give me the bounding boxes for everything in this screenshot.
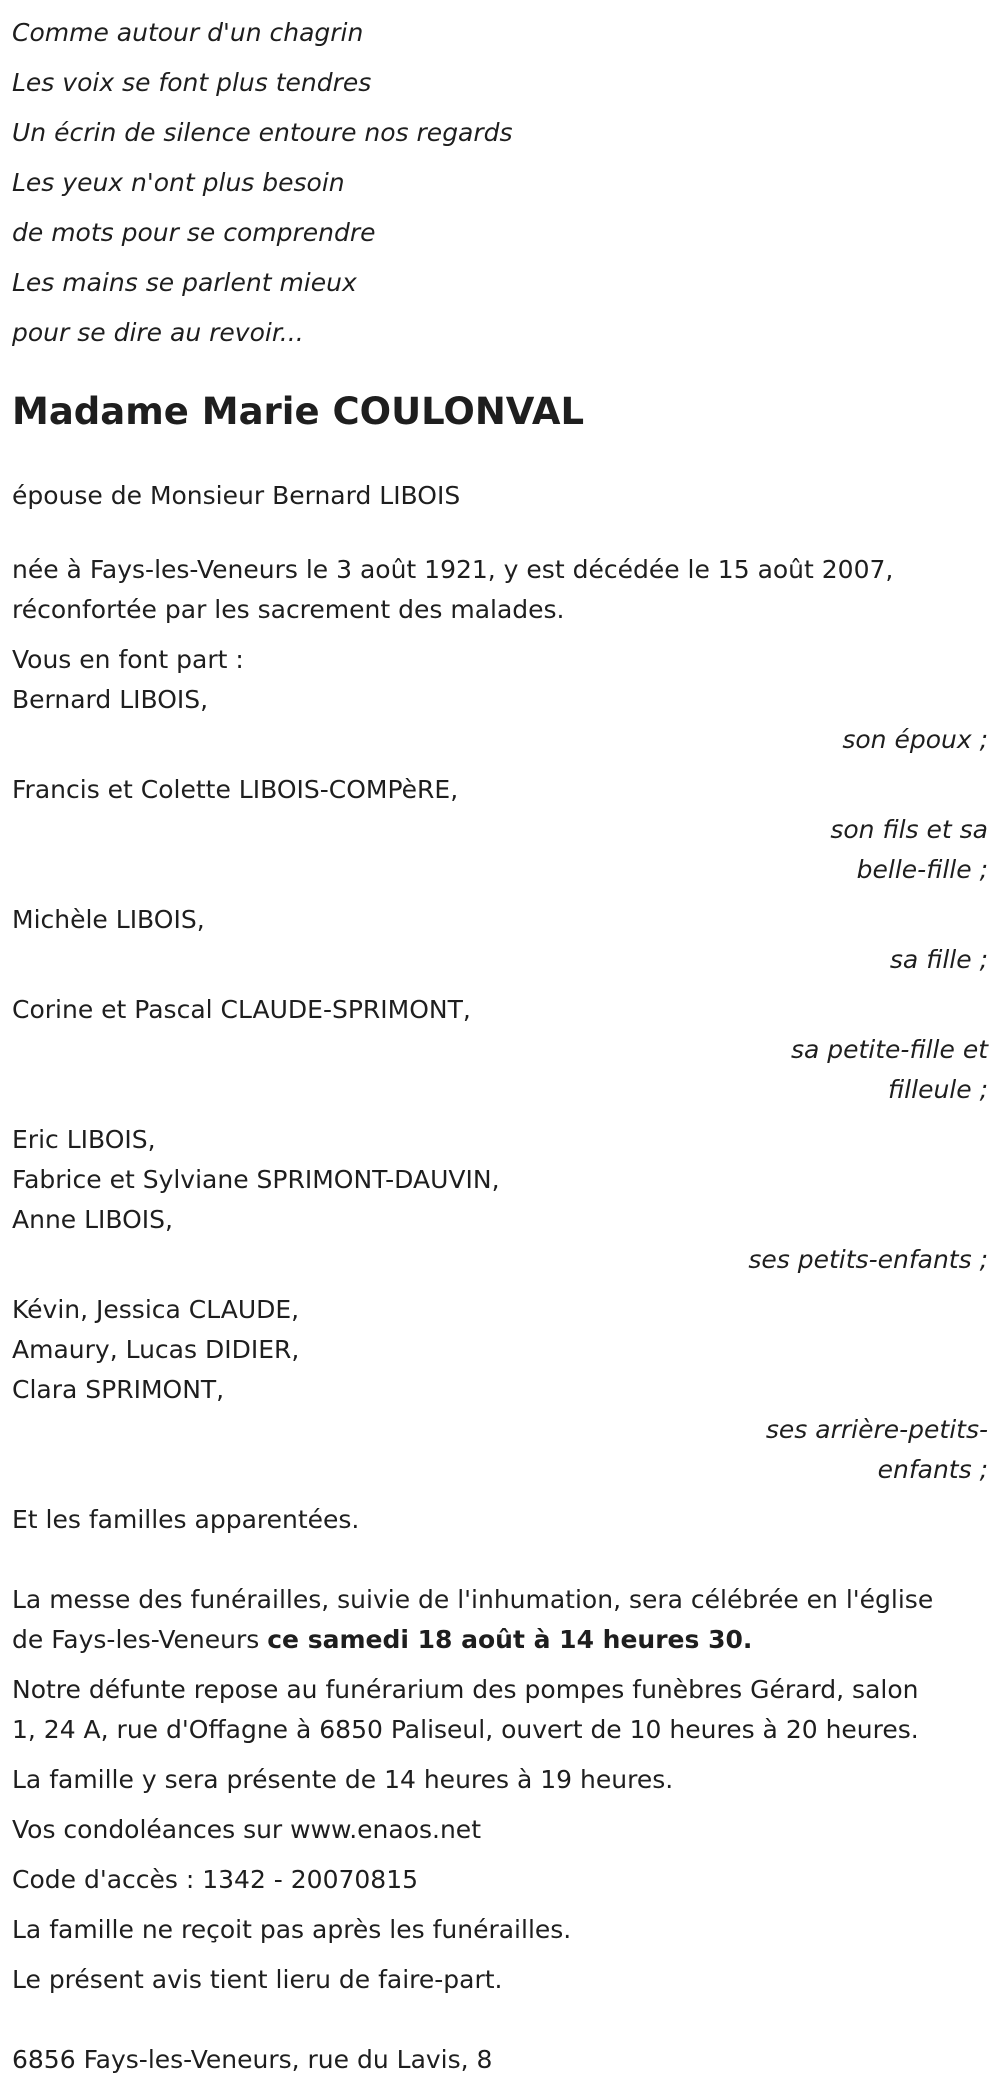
relation-line: ses arrière-petits- (765, 1415, 988, 1444)
relation-label (12, 810, 988, 890)
family-member: Corine et Pascal CLAUDE-SPRIMONT, (12, 995, 471, 1024)
address: 6856 Fays-les-Veneurs, rue du Lavis, 8 (12, 2045, 493, 2074)
poem-line: Les yeux n'ont plus besoin (12, 168, 345, 197)
condolences-line: Vos condoléances sur www.enaos.net (12, 1815, 481, 1844)
family-member: Amaury, Lucas DIDIER, (12, 1335, 300, 1364)
funerarium-address: 1, 24 A, rue d'Offagne à 6850 Paliseul, ouvert de 10 heures à 20 heures. (12, 1715, 919, 1744)
family-member: Eric LIBOIS, (12, 1125, 156, 1154)
family-member: Bernard LIBOIS, (12, 685, 209, 714)
relation-line: sa petite-fille et (790, 1035, 988, 1064)
family-member: Fabrice et Sylviane SPRIMONT-DAUVIN, (12, 1165, 500, 1194)
relation-label (12, 1410, 988, 1490)
family-member: Clara SPRIMONT, (12, 1375, 225, 1404)
poem-line: de mots pour se comprendre (12, 218, 376, 247)
family-list (12, 640, 988, 1540)
deceased-name: Madame Marie COULONVAL (12, 390, 585, 433)
notice-line: Le présent avis tient lieru de faire-part. (12, 1965, 503, 1994)
relation-line: enfants ; (877, 1455, 988, 1484)
poem-line: pour se dire au revoir... (12, 318, 304, 347)
family-member: Francis et Colette LIBOIS-COMPèRE, (12, 775, 459, 804)
relation-label (12, 1030, 988, 1110)
relation-line: son fils et sa (830, 815, 988, 844)
birth-death-block (12, 550, 988, 630)
poem-line: Les mains se parlent mieux (12, 268, 357, 297)
announce-intro: Vous en font part : (12, 645, 244, 674)
funeral-line: La messe des funérailles, suivie de l'inhumation, sera célébrée en l'église (12, 1585, 934, 1614)
poem-line: Comme autour d'un chagrin (12, 18, 364, 47)
relation-label: sa fille ; (889, 945, 988, 974)
funeral-location: de Fays-les-Veneurs (12, 1625, 268, 1654)
birth-death-line: née à Fays-les-Veneurs le 3 août 1921, y est décédée le 15 août 2007, (12, 555, 894, 584)
sacrament-line: réconfortée par les sacrement des malades. (12, 595, 565, 624)
funeral-datetime: ce samedi 18 août à 14 heures 30. (267, 1625, 753, 1654)
funerarium-line: Notre défunte repose au funérarium des pompes funèbres Gérard, salon (12, 1675, 919, 1704)
funeral-date-line (12, 1620, 988, 1660)
poem-line: Les voix se font plus tendres (12, 68, 372, 97)
family-member: Anne LIBOIS, (12, 1205, 173, 1234)
relation-line: belle-fille ; (856, 855, 988, 884)
family-member: Kévin, Jessica CLAUDE, (12, 1295, 300, 1324)
relation-label: son époux ; (842, 725, 988, 754)
funeral-info (12, 1580, 988, 2000)
families-line: Et les familles apparentées. (12, 1505, 360, 1534)
poem (12, 0, 988, 358)
relation-label: ses petits-enfants ; (748, 1245, 988, 1274)
family-presence: La famille y sera présente de 14 heures à 19 heures. (12, 1765, 674, 1794)
relation-line: filleule ; (888, 1075, 988, 1104)
spouse-line: épouse de Monsieur Bernard LIBOIS (12, 481, 461, 510)
poem-line: Un écrin de silence entoure nos regards (12, 118, 513, 147)
family-member: Michèle LIBOIS, (12, 905, 205, 934)
no-reception-line: La famille ne reçoit pas après les funérailles. (12, 1915, 572, 1944)
access-code: Code d'accès : 1342 - 20070815 (12, 1865, 419, 1894)
